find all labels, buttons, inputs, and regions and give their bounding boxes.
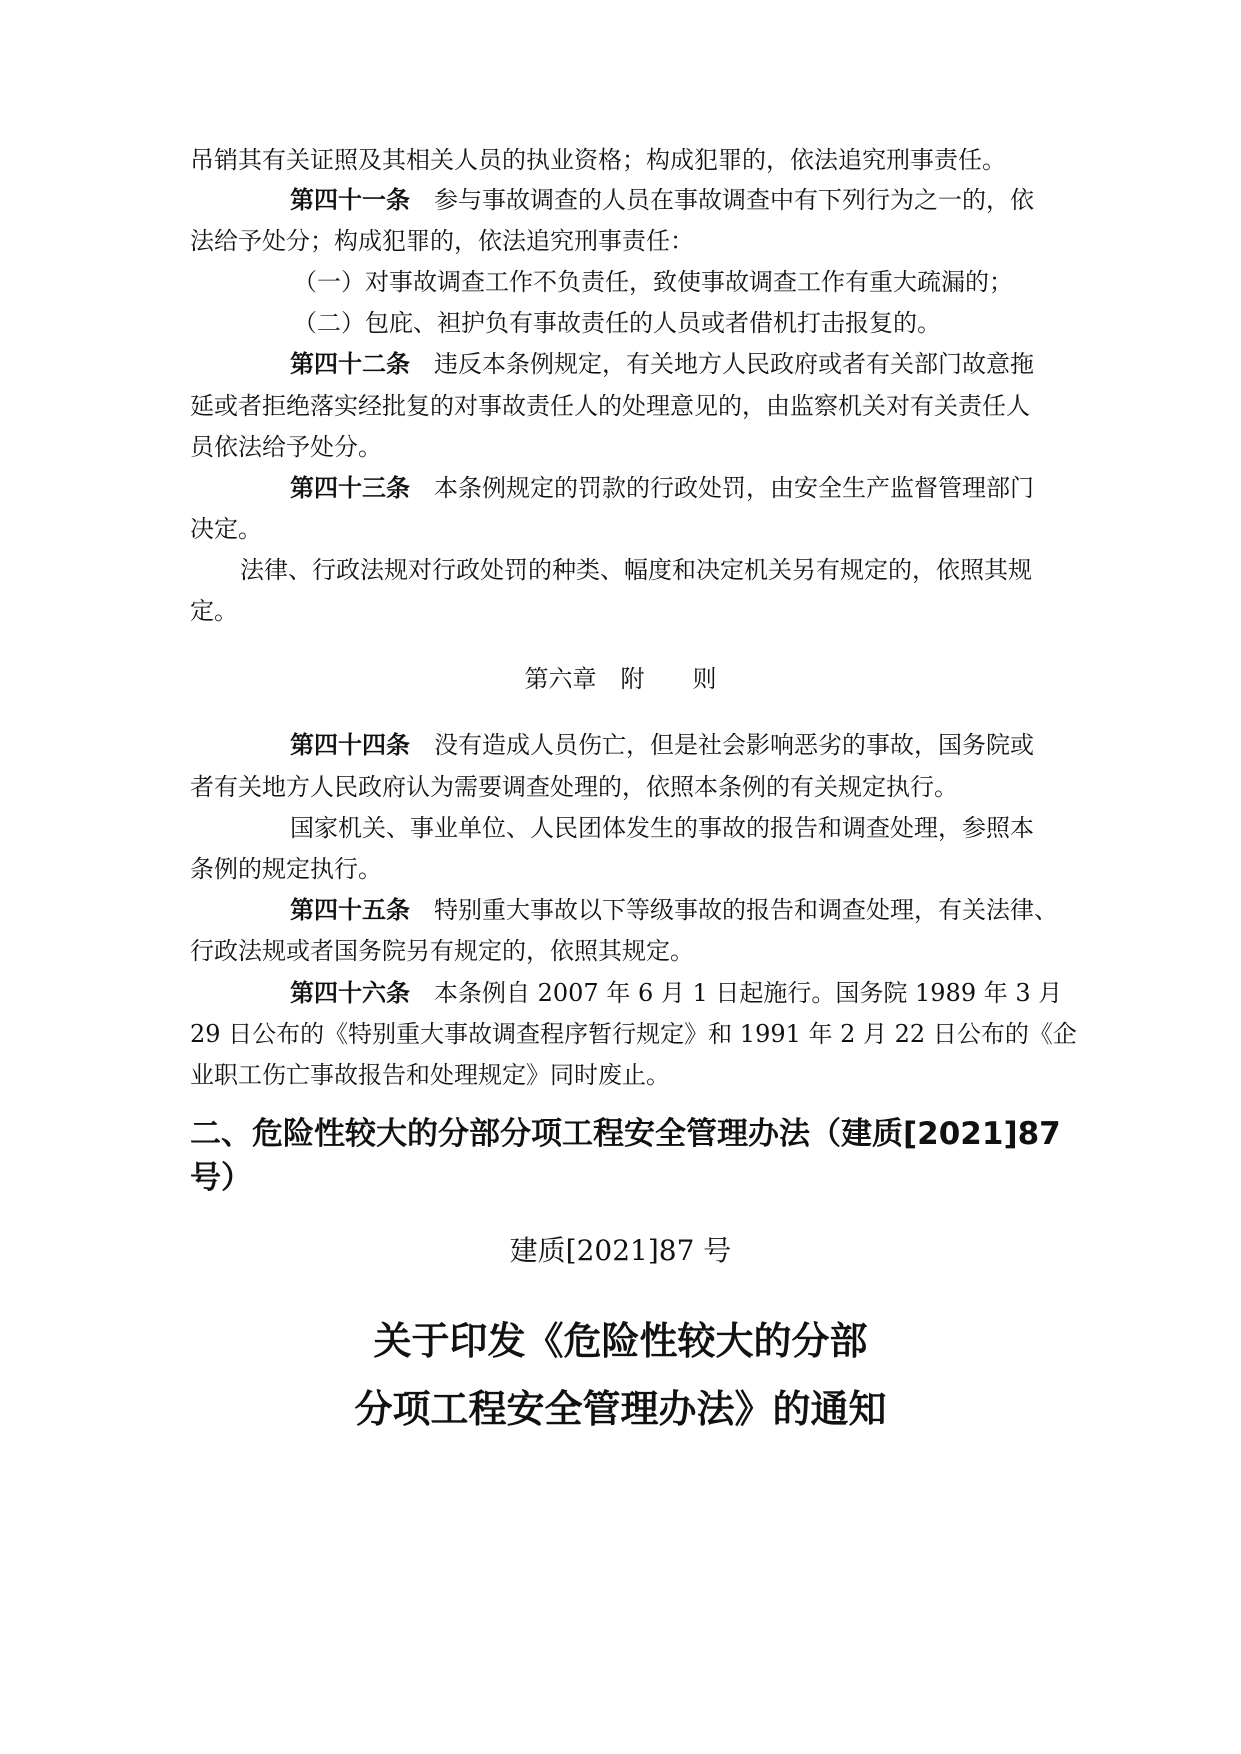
article-text: 没有造成人员伤亡，但是社会影响恶劣的事故，国务院或 [434, 731, 1034, 759]
paragraph-line: 条例的规定执行。 [190, 855, 382, 883]
article-text: 违反本条例规定，有关地方人民政府或者有关部门故意拖 [434, 350, 1034, 378]
article-41-line-1 [290, 185, 1034, 214]
list-item: （一）对事故调查工作不负责任，致使事故调查工作有重大疏漏的； [293, 268, 1013, 296]
paragraph-line: 员依法给予处分。 [190, 433, 382, 461]
section-heading-line-2: 号） [190, 1160, 252, 1196]
paragraph-line: 者有关地方人民政府认为需要调查处理的，依照本条例的有关规定执行。 [190, 773, 958, 801]
article-label: 第四十二条 [290, 349, 410, 378]
article-46-line-1 [290, 978, 1063, 1007]
chapter-heading: 第六章 附 则 [524, 665, 717, 693]
notice-title-line-2: 分项工程安全管理办法》的通知 [354, 1387, 887, 1431]
article-label: 第四十五条 [290, 895, 410, 924]
article-label: 第四十六条 [290, 978, 410, 1007]
article-42-line-1 [290, 349, 1034, 378]
list-item: （二）包庇、袒护负有事故责任的人员或者借机打击报复的。 [293, 309, 941, 337]
paragraph-line: 法给予处分；构成犯罪的，依法追究刑事责任： [190, 227, 694, 255]
article-text: 本条例规定的罚款的行政处罚，由安全生产监督管理部门 [434, 474, 1034, 502]
article-44-line-1 [290, 730, 1034, 759]
paragraph-line: 29 日公布的《特别重大事故调查程序暂行规定》和 1991 年 2 月 22 日公布的《企 [190, 1020, 1077, 1048]
article-text: 本条例自 2007 年 6 月 1 日起施行。国务院 1989 年 3 月 [434, 979, 1063, 1007]
article-label: 第四十一条 [290, 185, 410, 214]
paragraph-line: 定。 [190, 597, 238, 625]
article-label: 第四十四条 [290, 730, 410, 759]
paragraph-line: 决定。 [190, 515, 262, 543]
paragraph-line: 行政法规或者国务院另有规定的，依照其规定。 [190, 937, 694, 965]
notice-title-line-1: 关于印发《危险性较大的分部 [373, 1319, 868, 1363]
article-text: 参与事故调查的人员在事故调查中有下列行为之一的，依 [434, 186, 1034, 214]
document-number: 建质[2021]87 号 [509, 1234, 732, 1267]
article-label: 第四十三条 [290, 473, 410, 502]
paragraph-line: 延或者拒绝落实经批复的对事故责任人的处理意见的，由监察机关对有关责任人 [190, 392, 1030, 420]
paragraph-line: 吊销其有关证照及其相关人员的执业资格；构成犯罪的，依法追究刑事责任。 [190, 146, 1006, 174]
paragraph-line: 业职工伤亡事故报告和处理规定》同时废止。 [190, 1061, 670, 1089]
article-text: 特别重大事故以下等级事故的报告和调查处理，有关法律、 [434, 896, 1058, 924]
article-45-line-1 [290, 895, 1058, 924]
paragraph-line: 国家机关、事业单位、人民团体发生的事故的报告和调查处理，参照本 [290, 814, 1034, 842]
article-43-line-1 [290, 473, 1034, 502]
paragraph-line: 法律、行政法规对行政处罚的种类、幅度和决定机关另有规定的，依照其规 [240, 556, 1032, 584]
section-heading-line-1: 二、危险性较大的分部分项工程安全管理办法（建质[2021]87 [190, 1116, 1061, 1152]
